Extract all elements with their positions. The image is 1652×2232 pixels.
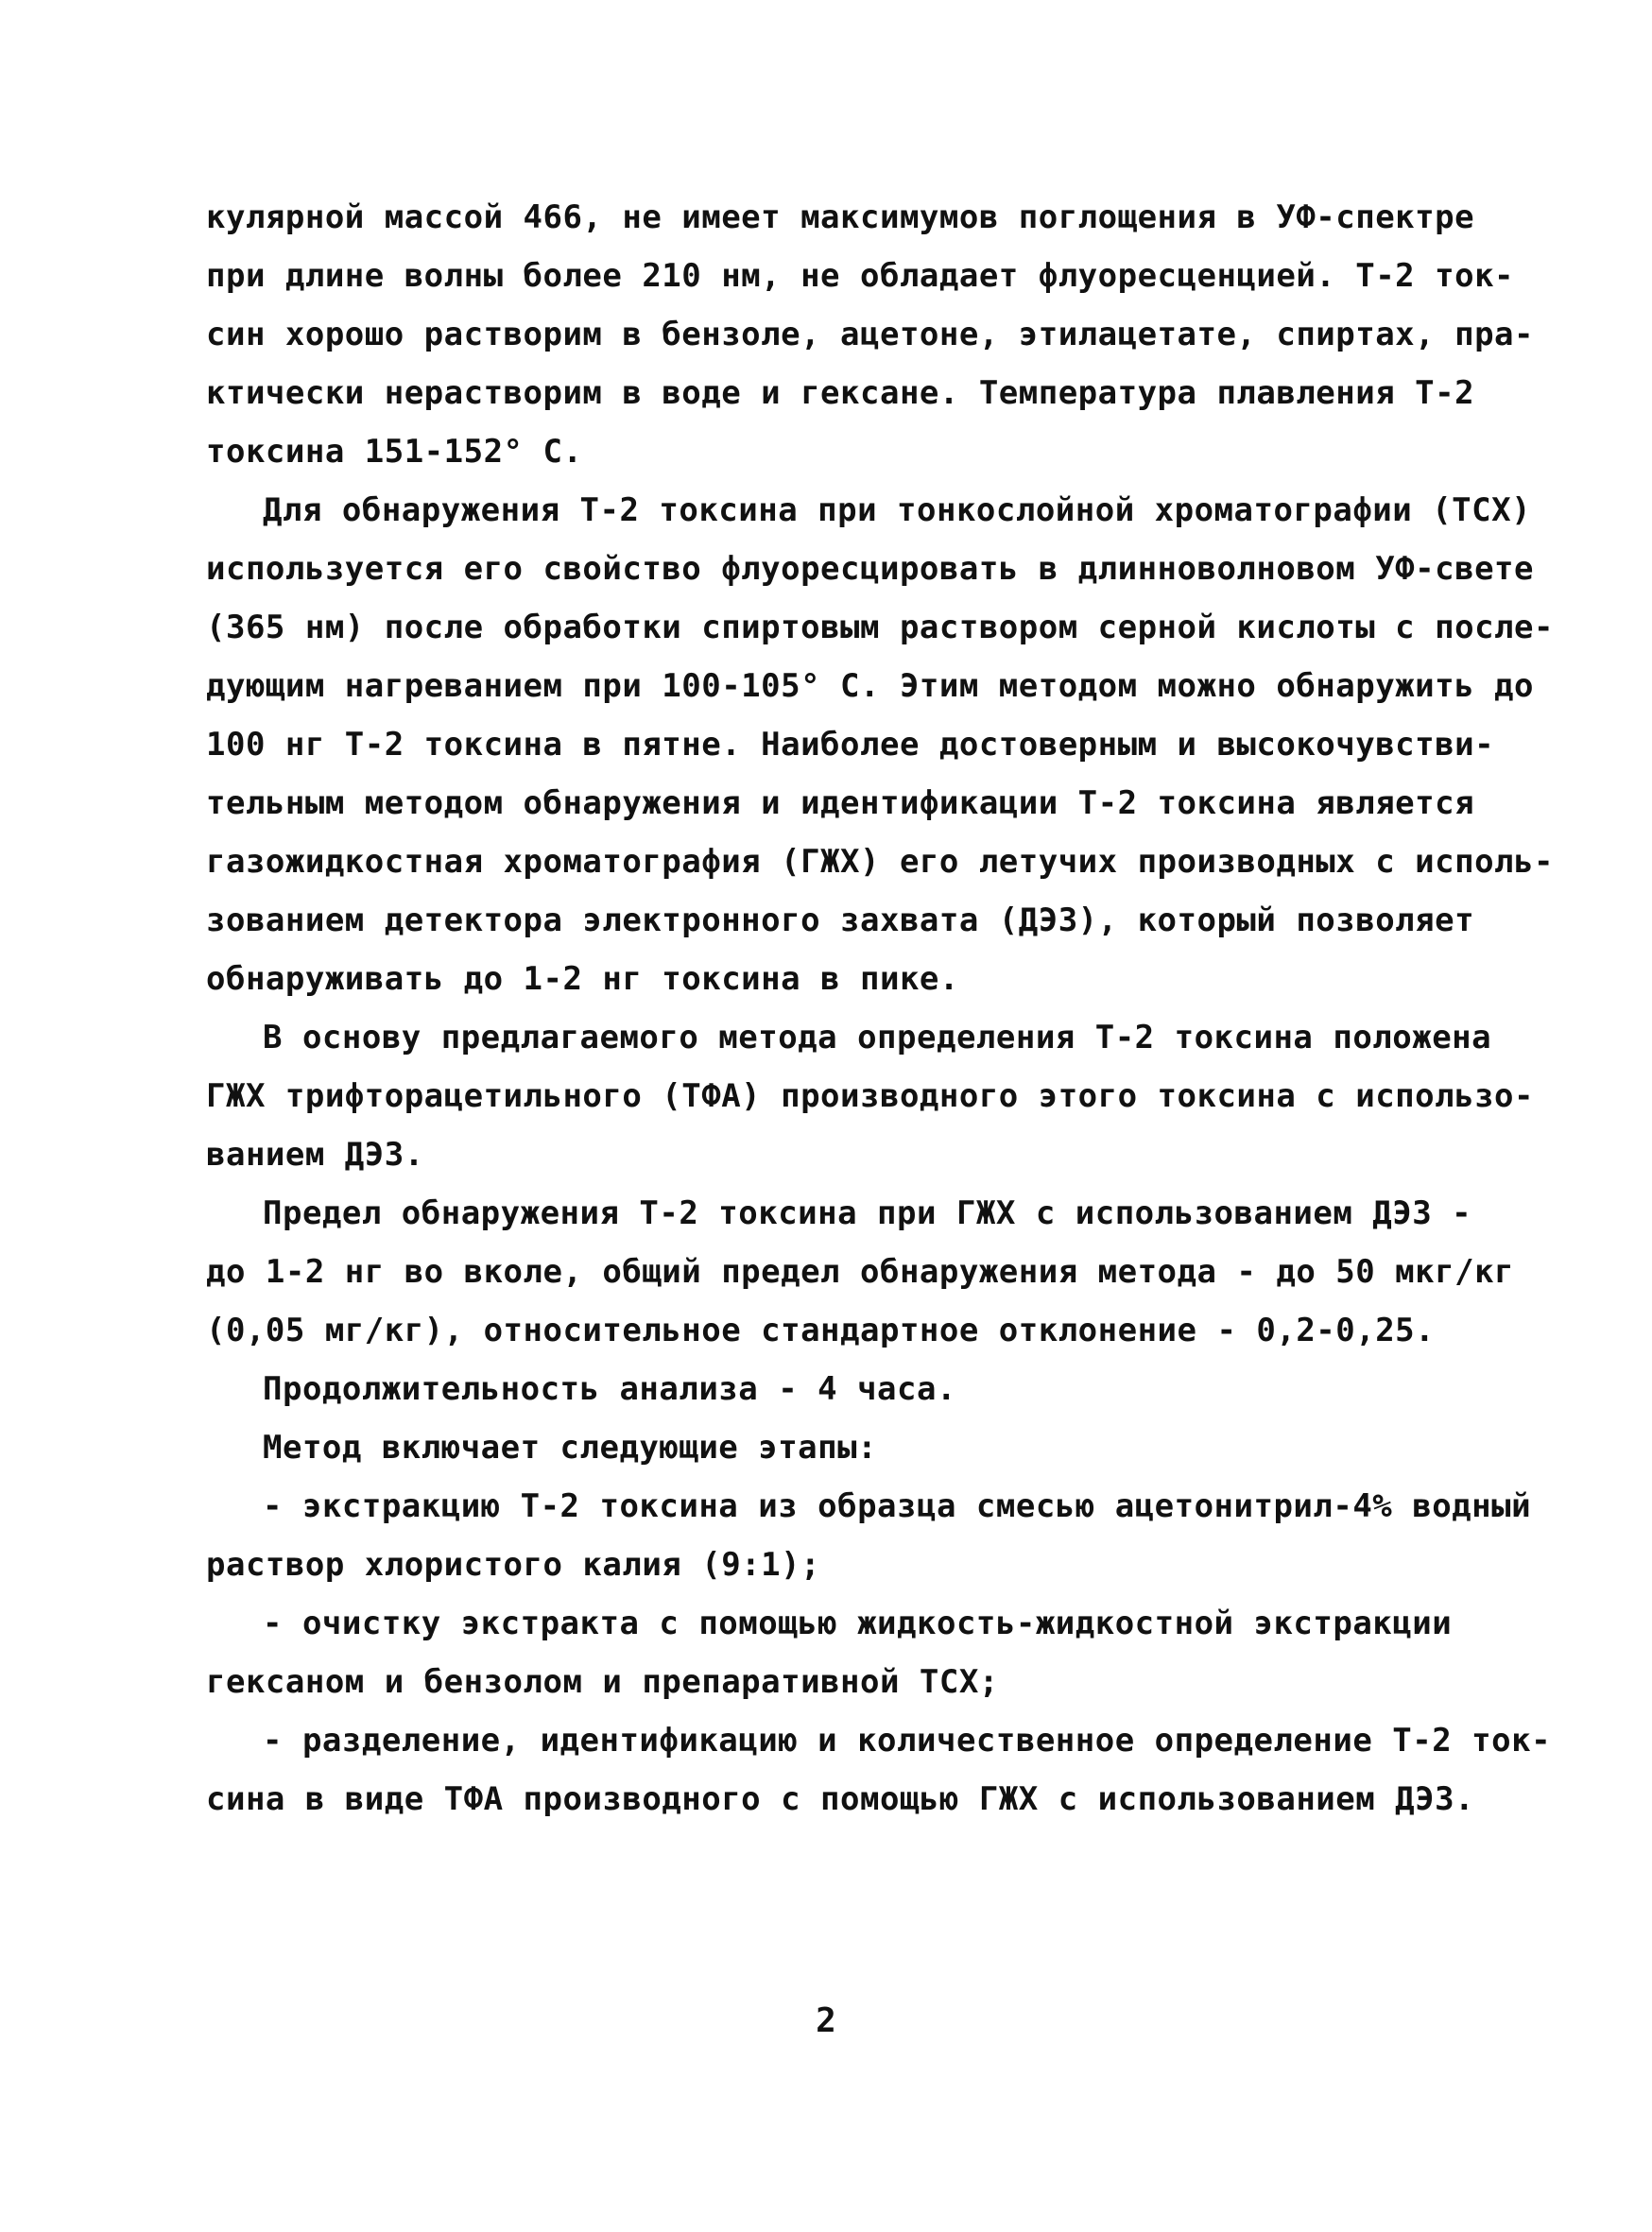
text-line: сина в виде ТФА производного с помощью ГЖХ с использованием ДЭЗ. bbox=[206, 1780, 1475, 1818]
text-line: Предел обнаружения Т-2 токсина при ГЖХ с использованием ДЭЗ - bbox=[263, 1194, 1472, 1232]
text-line: В основу предлагаемого метода определения Т-2 токсина положена bbox=[263, 1019, 1492, 1056]
text-line: при длине волны более 210 нм, не обладает флуоресценцией. Т-2 ток- bbox=[206, 257, 1515, 295]
text-line: зованием детектора электронного захвата (ДЭЗ), который позволяет bbox=[206, 901, 1475, 939]
text-line: (0,05 мг/кг), относительное стандартное отклонение - 0,2-0,25. bbox=[206, 1312, 1436, 1349]
text-line: тельным методом обнаружения и идентификации Т-2 токсина является bbox=[206, 784, 1475, 822]
text-line: - очистку экстракта с помощью жидкость-жидкостной экстракции bbox=[263, 1605, 1453, 1642]
text-line: ГЖХ трифторацетильного (ТФА) производного этого токсина с использо- bbox=[206, 1077, 1534, 1115]
text-line: обнаруживать до 1-2 нг токсина в пике. bbox=[206, 960, 959, 998]
text-line: - разделение, идентификацию и количественное определение Т-2 ток- bbox=[263, 1722, 1552, 1760]
text-line: син хорошо растворим в бензоле, ацетоне, этилацетате, спиртах, пра- bbox=[206, 316, 1534, 353]
text-line: газожидкостная хроматография (ГЖХ) его летучих производных с исполь- bbox=[206, 843, 1554, 881]
page-number: 2 bbox=[816, 2001, 836, 2040]
text-line: Для обнаружения Т-2 токсина при тонкослойной хроматографии (ТСХ) bbox=[263, 491, 1532, 529]
text-line: токсина 151-152° С. bbox=[206, 433, 583, 471]
text-line: до 1-2 нг во вколе, общий предел обнаружения метода - до 50 мкг/кг bbox=[206, 1253, 1515, 1291]
text-line: раствор хлористого калия (9:1); bbox=[206, 1546, 821, 1584]
text-line: ктически нерастворим в воде и гексане. Температура плавления Т-2 bbox=[206, 374, 1475, 412]
text-line: Продолжительность анализа - 4 часа. bbox=[263, 1370, 956, 1408]
text-line: дующим нагреванием при 100-105° С. Этим методом можно обнаружить до bbox=[206, 667, 1534, 705]
text-line: используется его свойство флуоресцировать в длинноволновом УФ-свете bbox=[206, 550, 1534, 588]
text-line: Метод включает следующие этапы: bbox=[263, 1429, 878, 1467]
text-line: ванием ДЭЗ. bbox=[206, 1136, 424, 1174]
text-line: гексаном и бензолом и препаративной ТСХ; bbox=[206, 1663, 999, 1701]
text-line: (365 нм) после обработки спиртовым раствором серной кислоты с после- bbox=[206, 609, 1554, 646]
text-line: 100 нг Т-2 токсина в пятне. Наиболее достоверным и высокочувстви- bbox=[206, 726, 1495, 764]
text-line: кулярной массой 466, не имеет максимумов поглощения в УФ-спектре bbox=[206, 198, 1475, 236]
text-line: - экстракцию Т-2 токсина из образца смесью ацетонитрил-4% водный bbox=[263, 1487, 1532, 1525]
